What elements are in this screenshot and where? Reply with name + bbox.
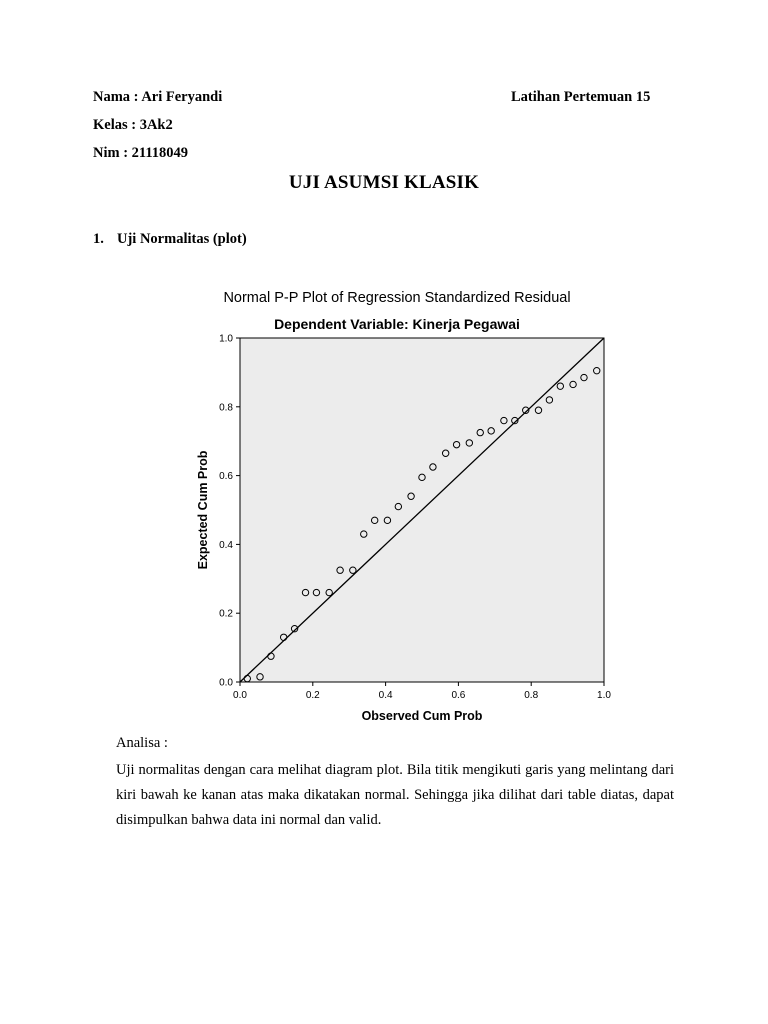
section-heading [93, 231, 247, 248]
chart-title: Normal P-P Plot of Regression Standardized Residual [223, 290, 571, 306]
y-axis-label: Expected Cum Prob [196, 450, 210, 570]
y-tick-label: 0.6 [219, 471, 233, 483]
document-title: UJI ASUMSI KLASIK [288, 172, 480, 193]
section-label: Uji Normalitas (plot) [117, 231, 247, 247]
y-tick-label: 1.0 [219, 333, 233, 345]
pp-plot-svg [180, 283, 640, 728]
chart-subtitle: Dependent Variable: Kinerja Pegawai [274, 316, 520, 332]
student-class: Kelas : 3Ak2 [93, 117, 173, 133]
x-tick-label: 0.8 [524, 690, 539, 701]
student-id: Nim : 21118049 [93, 145, 189, 161]
y-tick-label: 0.0 [219, 677, 233, 689]
y-tick-label: 0.4 [219, 539, 233, 551]
y-axis-ticks [219, 334, 240, 689]
x-axis-label: Observed Cum Prob [361, 709, 483, 723]
x-axis-ticks [233, 682, 611, 701]
pp-plot-chart [180, 283, 640, 733]
analysis-text: Uji normalitas dengan cara melihat diagram plot. Bila titik mengikuti garis yang melintang dari kiri bawah ke kanan atas maka dikatakan normal. Sehingga jika dilihat dari table diatas, dapat disimpulkan bahwa data ini normal dan valid. [116, 762, 674, 828]
x-tick-label: 0.4 [378, 690, 393, 701]
section-number: 1. [93, 231, 104, 247]
y-tick-label: 0.8 [219, 402, 233, 414]
exercise-label: Latihan Pertemuan 15 [511, 89, 651, 105]
student-name: Nama : Ari Feryandi [93, 89, 223, 105]
x-tick-label: 0.0 [233, 690, 247, 701]
x-tick-label: 0.6 [451, 690, 466, 701]
y-tick-label: 0.2 [219, 608, 233, 620]
x-tick-label: 1.0 [597, 690, 611, 701]
analysis-label: Analisa : [116, 735, 168, 751]
x-tick-label: 0.2 [305, 690, 320, 701]
